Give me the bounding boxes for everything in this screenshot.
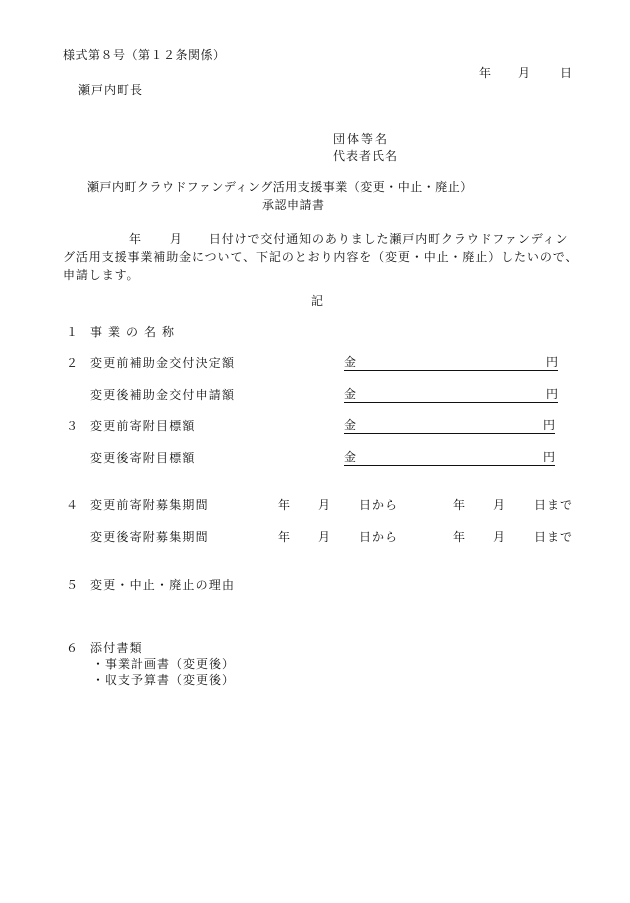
pre-change-target-label: 変更前寄附目標額: [90, 419, 196, 433]
document-title: 瀬戸内町クラウドファンディング活用支援事業（変更・中止・廃止）: [87, 180, 473, 194]
period-end-month: 月: [493, 498, 506, 512]
period-start-month: 月: [318, 498, 331, 512]
kin-label: 金: [344, 387, 357, 401]
post-change-target-amount: [344, 451, 555, 466]
kin-label: 金: [344, 418, 357, 432]
period-end-day: 日まで: [534, 530, 574, 544]
attachment-item: ・事業計画書（変更後）: [92, 657, 236, 671]
body-month: 月: [169, 232, 183, 246]
yen-label: 円: [542, 418, 555, 432]
body-main-text: 日付けで交付通知のありました瀬戸内町クラウドファンディング活用支援事業補助金について、下記のとおり内容を（変更・中止・廃止）したいので、申請します。: [63, 232, 579, 282]
item-number-5: ５: [66, 578, 79, 592]
yen-label: 円: [545, 355, 558, 369]
addressee: 瀬戸内町長: [78, 83, 144, 97]
post-change-target-label: 変更後寄附目標額: [90, 451, 196, 465]
date-year: 年: [479, 66, 492, 80]
pre-change-grant-label: 変更前補助金交付決定額: [90, 356, 236, 370]
kin-label: 金: [344, 450, 357, 464]
attachments-label: 添付書類: [90, 641, 143, 655]
yen-label: 円: [545, 387, 558, 401]
document-subtitle: 承認申請書: [262, 198, 325, 212]
period-end-day: 日まで: [534, 498, 574, 512]
attachment-item: ・収支予算書（変更後）: [92, 673, 236, 687]
representative-label: 代表者氏名: [333, 149, 399, 163]
body-year: 年: [129, 232, 142, 246]
body-text: [63, 230, 579, 284]
period-start-month: 月: [318, 530, 331, 544]
organization-label: 団体等名: [333, 132, 390, 146]
kin-label: 金: [344, 355, 357, 369]
post-change-grant-label: 変更後補助金交付申請額: [90, 388, 236, 402]
post-change-period: [0, 531, 630, 545]
pre-change-target-amount: [344, 419, 555, 434]
item-number-2: ２: [66, 356, 79, 370]
form-number: 様式第８号（第１２条関係）: [63, 48, 226, 62]
item-number-6: ６: [66, 641, 79, 655]
period-start-year: 年: [278, 530, 291, 544]
ki-label: 記: [311, 294, 324, 308]
date-month: 月: [518, 66, 531, 80]
pre-change-grant-amount: [344, 356, 558, 371]
period-end-year: 年: [453, 530, 466, 544]
period-start-year: 年: [278, 498, 291, 512]
period-end-year: 年: [453, 498, 466, 512]
period-end-month: 月: [493, 530, 506, 544]
period-start-day: 日から: [359, 498, 399, 512]
period-start-day: 日から: [359, 530, 399, 544]
date-day: 日: [560, 66, 573, 80]
project-name-label: 事業の名称: [90, 325, 181, 339]
item-number-4: ４: [66, 498, 79, 512]
post-change-period-label: 変更後寄附募集期間: [90, 530, 209, 544]
item-number-3: ３: [66, 419, 79, 433]
item-number-1: １: [66, 325, 79, 339]
pre-change-period: [0, 499, 630, 513]
yen-label: 円: [542, 450, 555, 464]
pre-change-period-label: 変更前寄附募集期間: [90, 498, 209, 512]
reason-label: 変更・中止・廃止の理由: [90, 578, 236, 592]
post-change-grant-amount: [344, 388, 558, 403]
